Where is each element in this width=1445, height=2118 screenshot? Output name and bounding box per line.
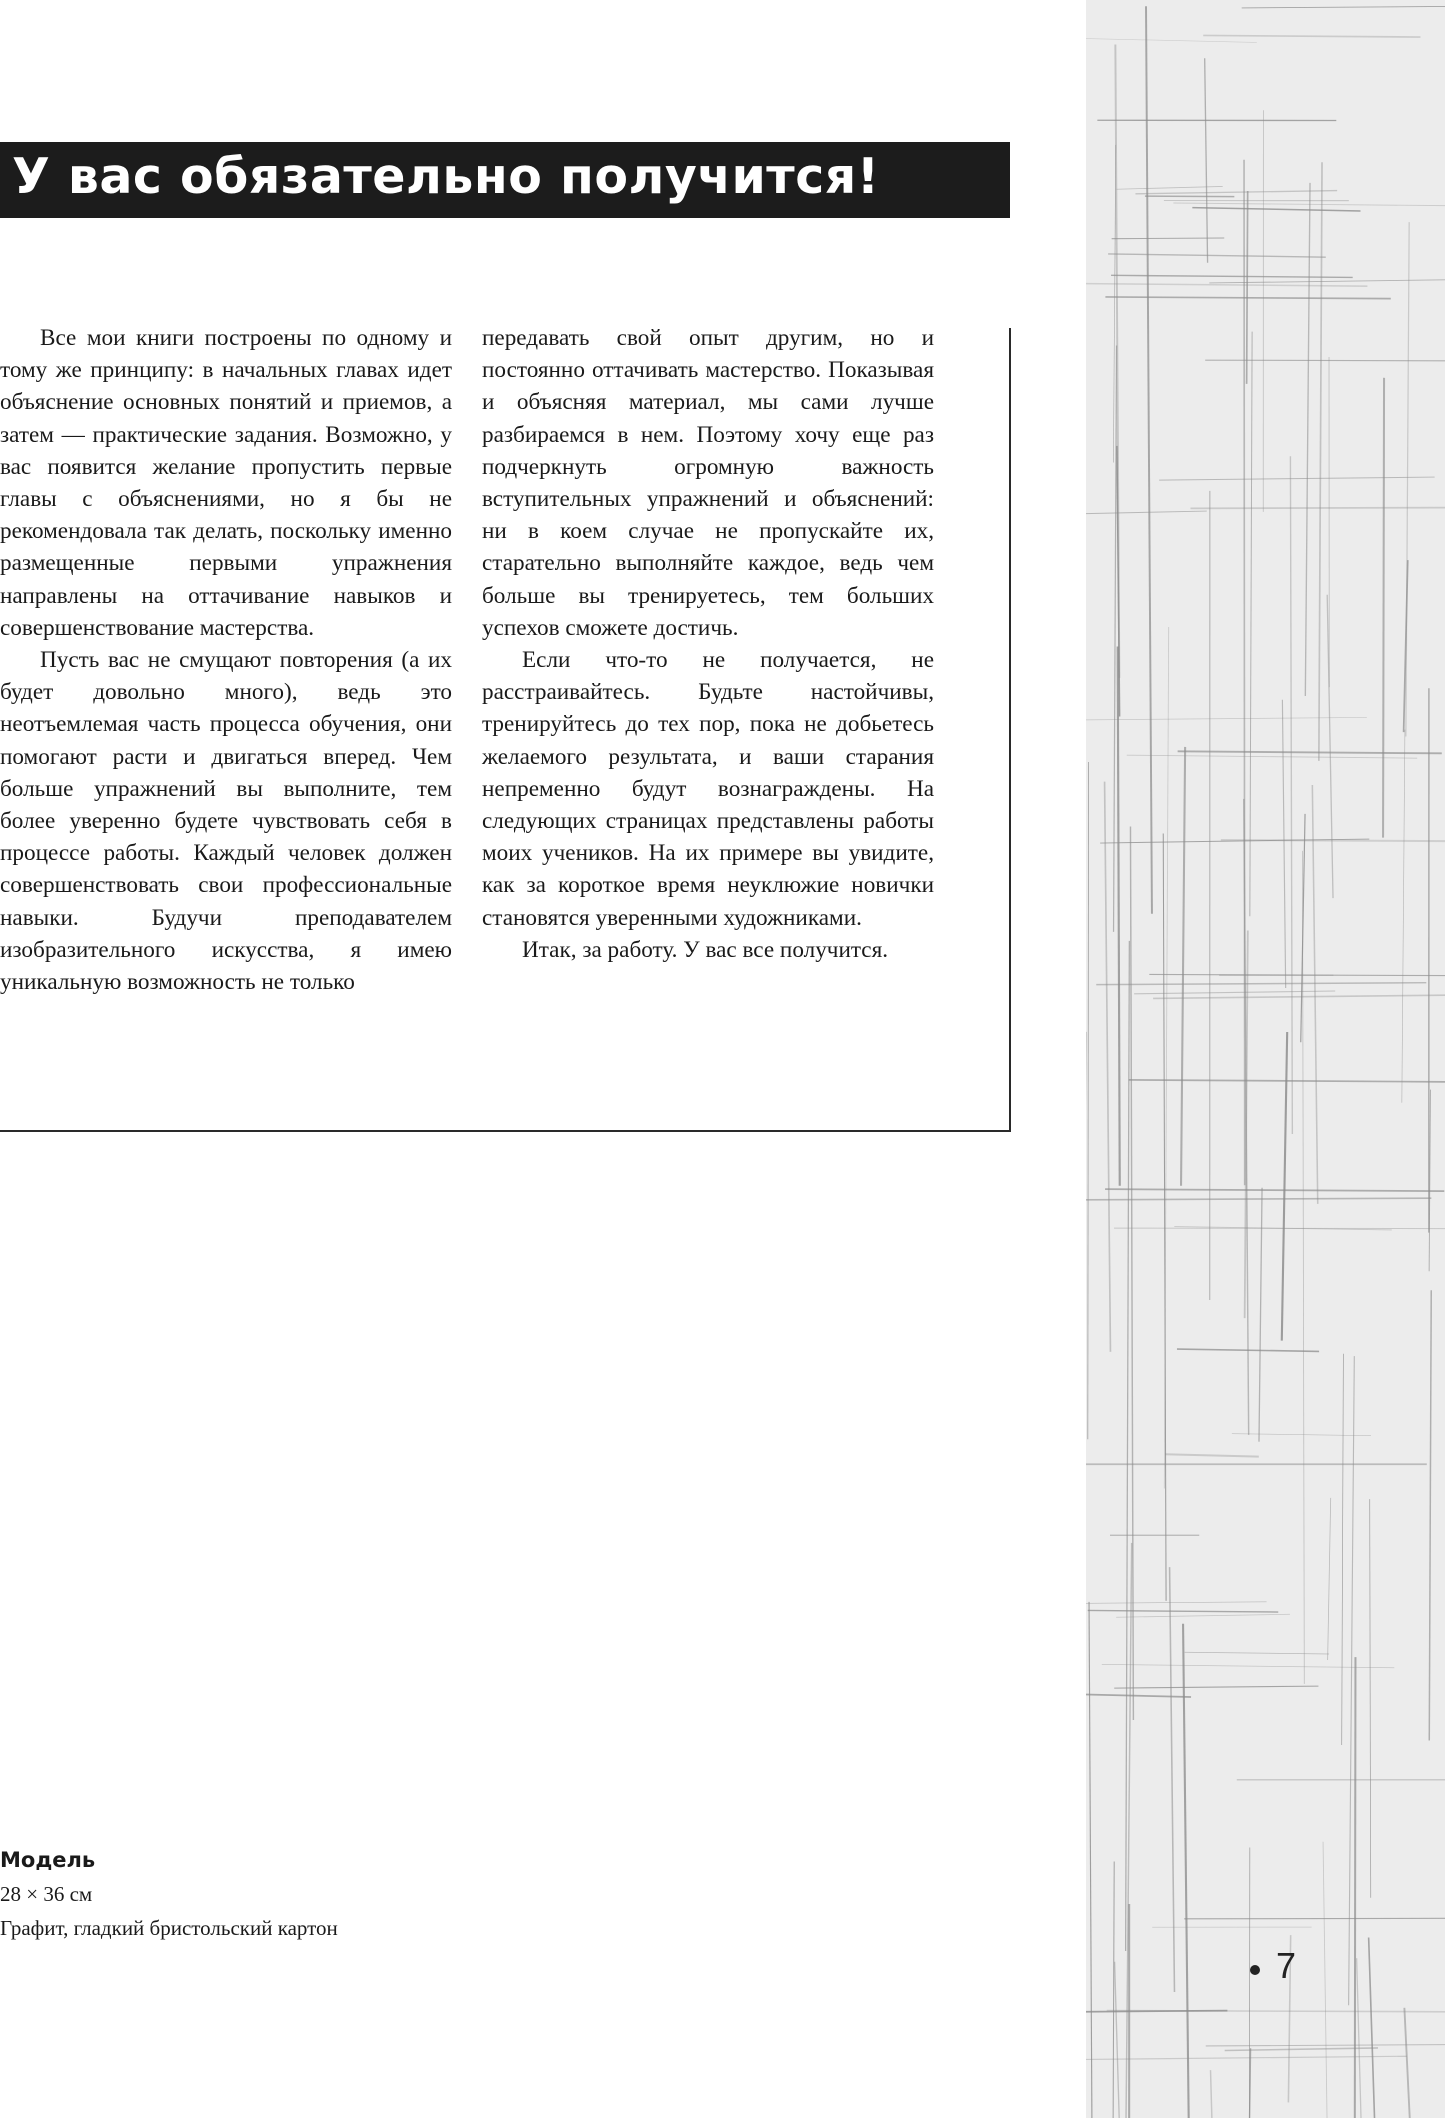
scratch-line [1086, 283, 1367, 286]
caption-size: 28 × 36 см [0, 1882, 93, 1906]
scratch-line [1312, 785, 1317, 1204]
scratch-line [1165, 1454, 1259, 1456]
scratch-line [1319, 162, 1322, 761]
scratch-line [1429, 1290, 1431, 1740]
scratch-line [1096, 983, 1426, 985]
scratch-line [1205, 58, 1208, 263]
text-column-left [0, 322, 452, 998]
scratch-line [1086, 511, 1207, 514]
scratch-line [1323, 1842, 1327, 2118]
scratch-line [1244, 160, 1245, 1185]
scratch-line [1112, 238, 1225, 239]
scratch-line [1206, 2044, 1445, 2046]
scratch-line [1135, 191, 1337, 194]
scratch-line [1088, 762, 1089, 1439]
frame-line-right [1009, 328, 1011, 1132]
scratch-line [1327, 595, 1333, 898]
paragraph: Пусть вас не смущают повторения (а их будет довольно много), ведь это неотъемлемая часть процесса обучения, они помогают расти и двигаться вперед. Чем больше упражнений вы выполните, тем более уверенно будете чувствовать себя в процессе работы. Каждый человек должен совершенствовать свои профессиональные навыки. Будучи преподавателем изобразительного искусства, я имею уникальную возможность не только [0, 647, 452, 996]
scratch-line [1113, 145, 1115, 463]
scratch-line [1114, 1228, 1445, 1229]
scratch-line [1105, 1189, 1444, 1191]
caption-title: Модель [0, 1848, 96, 1872]
scratch-line [1406, 222, 1409, 736]
scratch-line [1146, 6, 1152, 913]
heading-bar [0, 142, 1010, 218]
scratch-line [1404, 2008, 1409, 2118]
scratch-line [1086, 1602, 1267, 1604]
scratch-line [1369, 1937, 1375, 2118]
paragraph: передавать свой опыт другим, но и постоянно оттачивать мастерство. Показывая и объясняя материал, мы сами лучше разбираемся в нем. Поэтому хочу еще раз подчеркнуть огромную важность вступительных упражнений и объяснений: ни в коем случае не пропускайте их, старательно выполняйте каждое, ведь чем больше вы тренируетесь, тем больших успехов сможете достичь. [482, 325, 934, 641]
page-heading: У вас обязательно получится! [12, 148, 880, 205]
scratch-line [1118, 647, 1120, 1186]
scratch-line [1086, 717, 1367, 720]
scratch-line [1205, 360, 1445, 361]
scratch-line [1357, 1958, 1361, 2118]
scratch-line [1086, 2011, 1227, 2012]
scratch-line [1145, 196, 1234, 197]
paragraph: Все мои книги построены по одному и тому же принципу: в начальных главах идет объяснение основных понятий и приемов, а затем — практические задания. Возможно, у вас появится желание пропустить первые главы с объяснениями, но я бы не рекомендовала так делать, поскольку именно размещенные первыми упражнения направлены на оттачивание навыков и совершенствование мастерства. [0, 325, 452, 641]
scratch-line [1190, 508, 1445, 509]
scratch-line [1250, 332, 1252, 917]
scratch-line [1170, 1567, 1175, 1992]
scratch-line [1086, 1198, 1431, 1200]
scratch-line [1183, 1624, 1189, 2118]
text-column-right [482, 322, 934, 966]
scratch-line [1305, 183, 1310, 696]
image-caption [0, 1843, 338, 1945]
scratch-line [1159, 477, 1435, 480]
scratch-line [1232, 1434, 1371, 1436]
decorative-side-panel [1086, 0, 1445, 2118]
scratch-line [1105, 782, 1111, 1352]
scratch-line [1185, 1652, 1329, 1654]
scratch-line [1192, 208, 1360, 211]
frame-line-bottom [0, 1130, 1011, 1132]
scratch-line [1290, 456, 1292, 1134]
scratch-line [1211, 2070, 1212, 2118]
scratch-line [1402, 730, 1405, 1103]
scratch-line [1114, 346, 1117, 932]
scratch-line [1181, 747, 1185, 1186]
scratch-line [1164, 627, 1168, 1488]
scratch-line [1153, 995, 1445, 998]
scratch-line [1127, 755, 1417, 758]
scratch-line [1115, 1962, 1120, 2118]
scratch-line [1088, 1610, 1278, 1612]
page-number-bullet [1250, 1965, 1260, 1975]
scratch-line [1282, 1032, 1287, 1341]
scratch-line [1383, 378, 1384, 838]
scratch-line [1342, 1354, 1344, 1745]
paragraph: Итак, за работу. У вас все получится. [522, 936, 889, 963]
scratch-line [1114, 1686, 1318, 1688]
scratch-texture [1086, 0, 1445, 2118]
scratch-line [1259, 1188, 1262, 1442]
scratch-line [1116, 1614, 1290, 1617]
scratch-line [1178, 751, 1442, 753]
scratch-line [1108, 254, 1326, 257]
scratch-line [1349, 1356, 1355, 2005]
scratch-line [1328, 1498, 1331, 1660]
scratch-line [1102, 1664, 1394, 1667]
scratch-line [1086, 38, 1257, 42]
page-number: 7 [1276, 1945, 1297, 1986]
scratch-line [1282, 700, 1285, 988]
scratch-line [1129, 1080, 1445, 1082]
scratch-line [1203, 35, 1420, 37]
scratch-line [1086, 1694, 1191, 1697]
caption-medium: Графит, гладкий бристольский картон [0, 1916, 338, 1940]
scratch-line [1113, 1861, 1114, 2118]
scratch-line [1247, 191, 1248, 384]
scratch-line [1089, 1602, 1092, 2118]
paragraph: Если что-то не получается, не расстраивайтесь. Будьте настойчивы, тренируйтесь до тех пор, пока не добьетесь желаемого результата, и ваши старания непременно будут вознаграждены. На следующих страницах представлены работы моих учеников. На их примере вы увидите, как за короткое время неуклюжие новички становятся уверенными художниками. [482, 647, 934, 931]
scratch-line [1302, 851, 1304, 1684]
scratch-line [1242, 6, 1445, 8]
scratch-line [1370, 1499, 1371, 1898]
scratch-line [1184, 1918, 1445, 1919]
